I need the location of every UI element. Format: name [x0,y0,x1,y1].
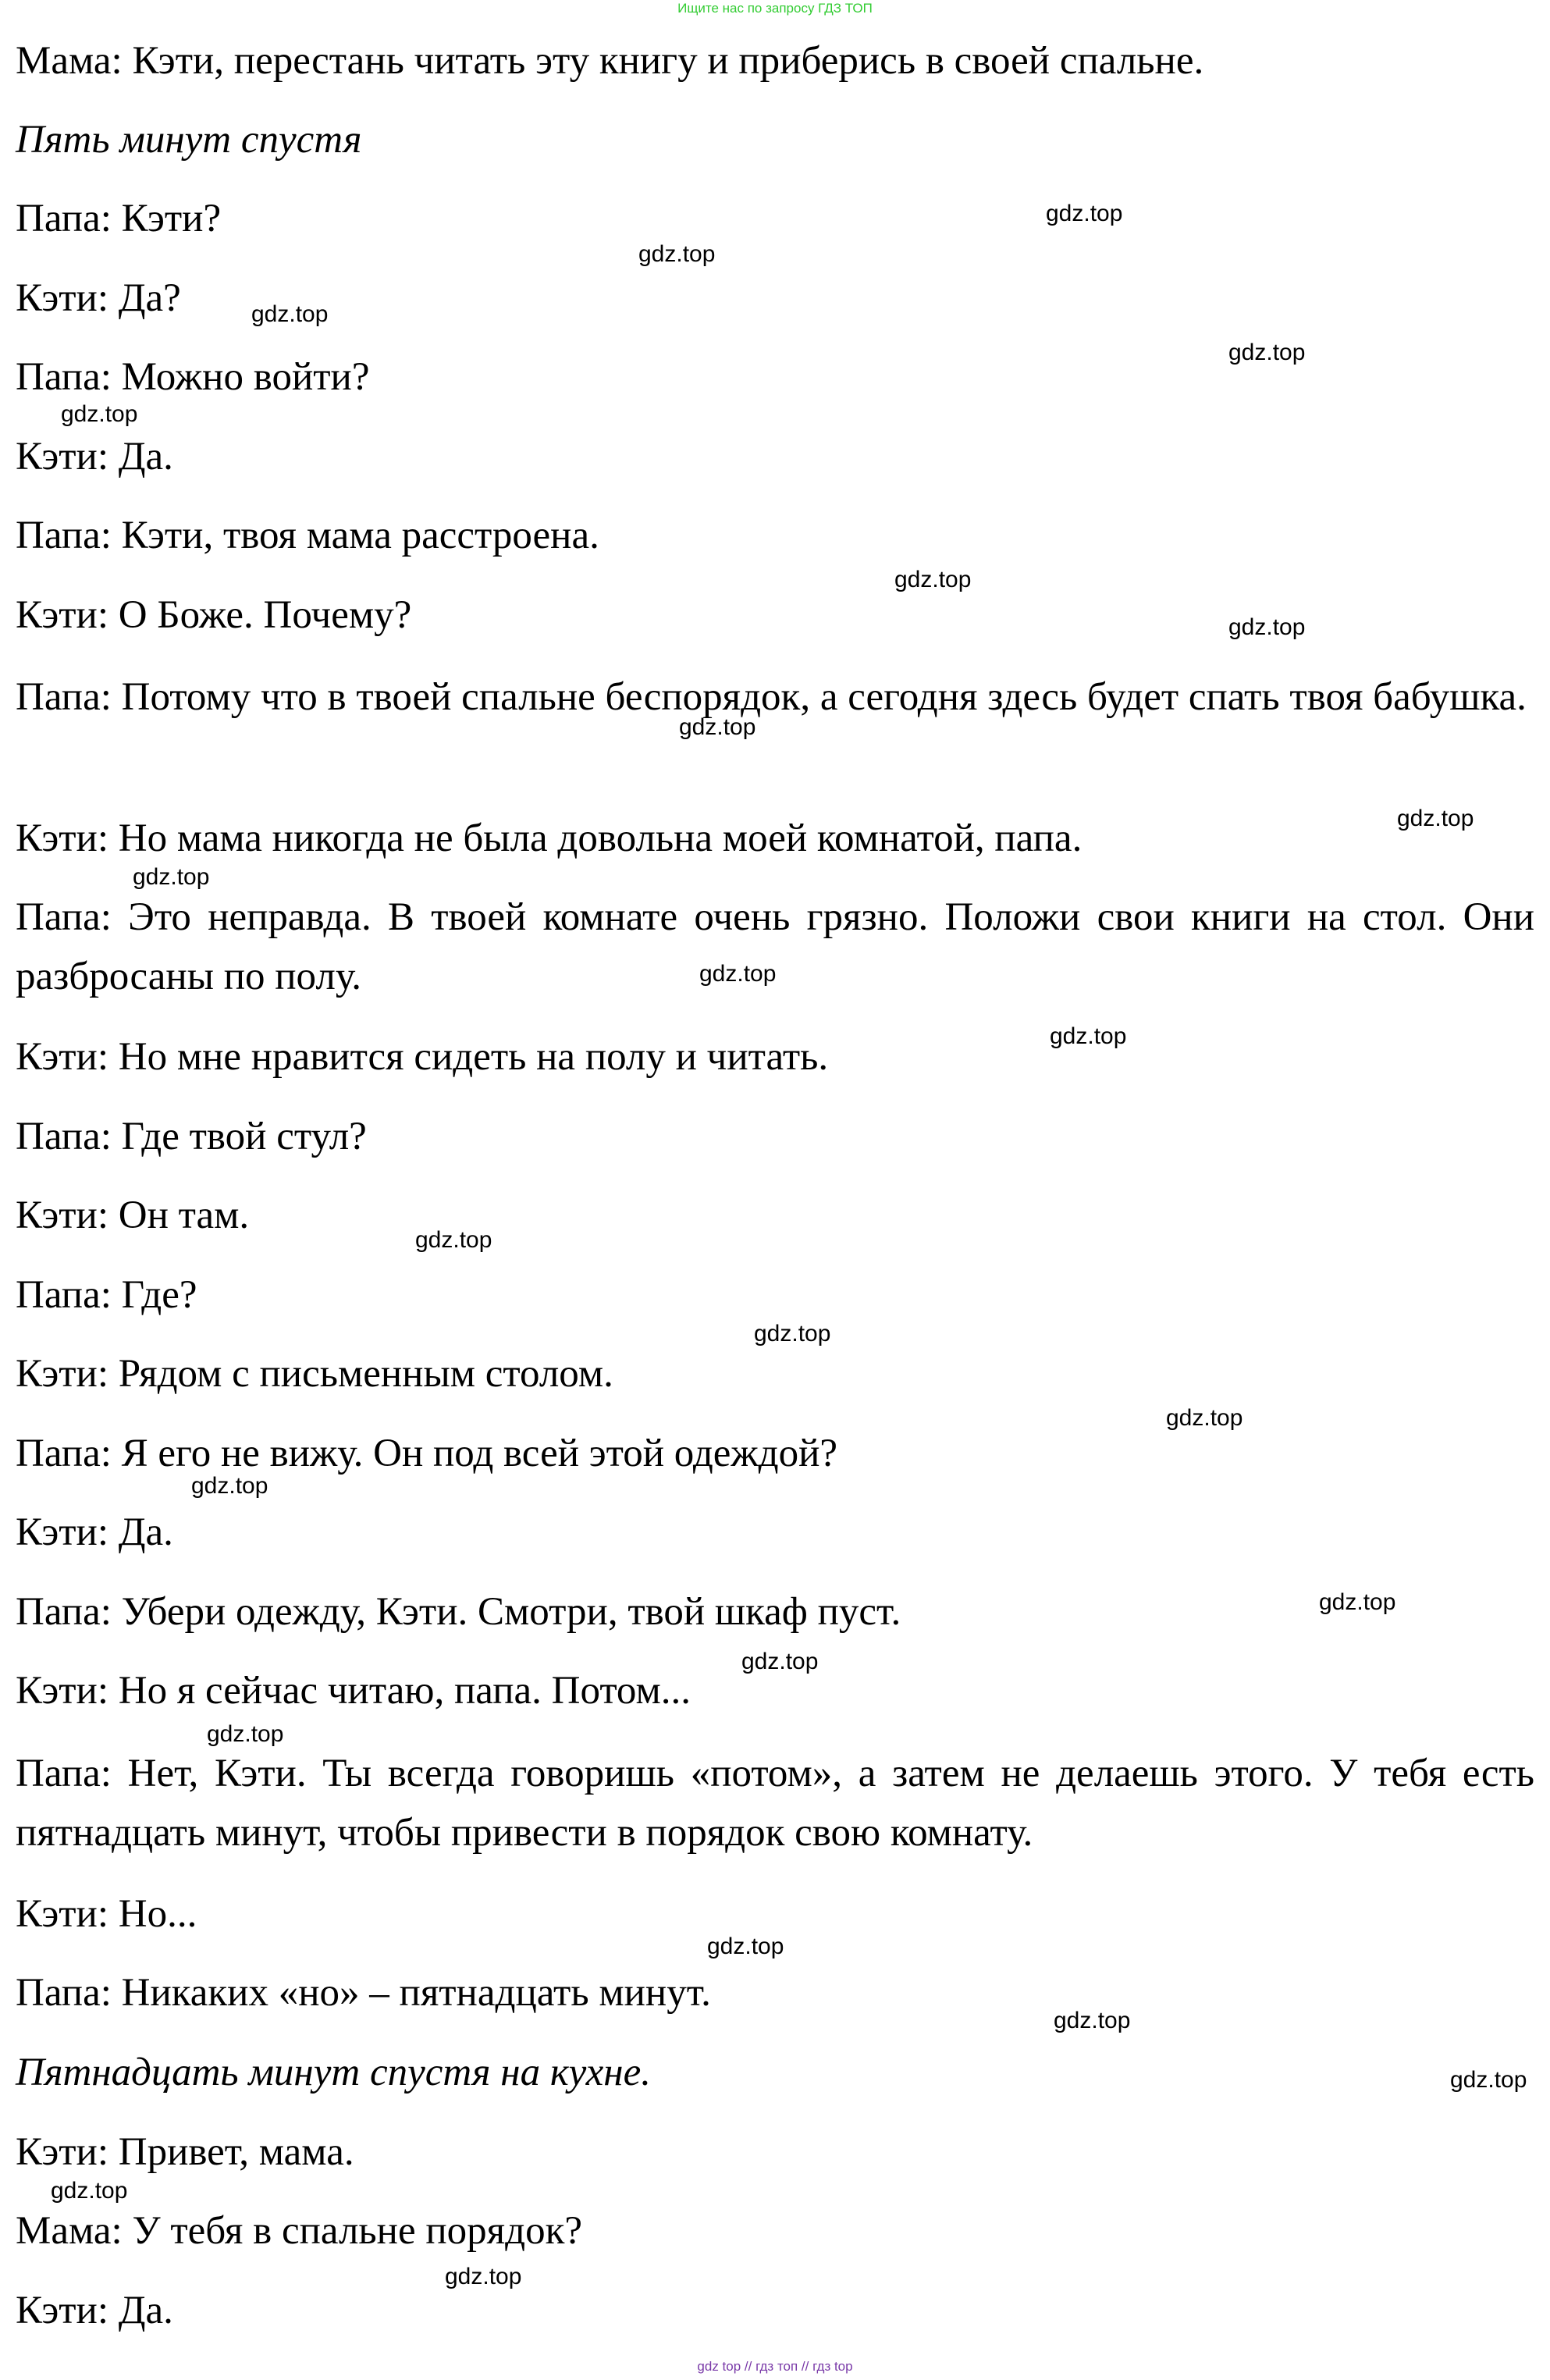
dialogue-paragraph: Папа: Потому что в твоей спальне беспорядок, а сегодня здесь будет спать твоя бабушка. [16,675,1527,719]
watermark: gdz.top [61,401,138,427]
dialogue-line: Кэти: Да. [16,1510,173,1554]
watermark: gdz.top [699,961,777,987]
dialogue-line: Папа: Где? [16,1273,197,1317]
watermark: gdz.top [415,1227,492,1253]
watermark: gdz.top [638,241,716,267]
dialogue-line: Мама: У тебя в спальне порядок? [16,2209,582,2253]
watermark: gdz.top [679,714,756,740]
dialogue-line: Кэти: Но мне нравится сидеть на полу и читать. [16,1035,829,1079]
watermark: gdz.top [754,1321,831,1347]
watermark: gdz.top [1228,614,1306,640]
watermark: gdz.top [1228,340,1306,365]
stage-direction: Пятнадцать минут спустя на кухне. [16,2051,651,2094]
watermark: gdz.top [1046,201,1123,226]
watermark: gdz.top [1450,2067,1527,2093]
dialogue-line: Кэти: Да. [16,435,173,478]
footer: gdz top // гдз топ // гдз top [697,2359,853,2374]
dialogue-line: Папа: Убери одежду, Кэти. Смотри, твой шкаф пуст. [16,1590,901,1634]
dialogue-line: Папа: Можно войти? [16,355,370,399]
dialogue-line: Папа: Никаких «но» – пятнадцать минут. [16,1971,711,2015]
dialogue-line: Кэти: Да? [16,276,181,320]
dialogue-line: Мама: Кэти, перестань читать эту книгу и приберись в своей спальне. [16,39,1204,83]
dialogue-line: Кэти: Но я сейчас читаю, папа. Потом... [16,1669,691,1713]
dialogue-line: Кэти: О Боже. Почему? [16,593,412,637]
dialogue-line: Кэти: Привет, мама. [16,2130,354,2174]
dialogue-line: Кэти: Он там. [16,1194,250,1237]
watermark: gdz.top [133,864,210,890]
watermark: gdz.top [191,1473,268,1499]
dialogue-line: Кэти: Да. [16,2289,173,2332]
watermark: gdz.top [445,2264,522,2289]
watermark: gdz.top [894,567,972,592]
dialogue-line: Папа: Кэти? [16,197,222,240]
watermark: gdz.top [1319,1589,1396,1615]
dialogue-line: Папа: Кэти, твоя мама расстроена. [16,514,599,557]
dialogue-paragraph: Папа: Это неправда. В твоей комнате очень грязно. Положи свои книги на стол. Они разбросаны по полу. [16,895,1534,998]
watermark: gdz.top [251,301,329,327]
watermark: gdz.top [1397,806,1474,831]
stage-direction: Пять минут спустя [16,118,362,162]
dialogue-line: Кэти: Но... [16,1892,197,1936]
dialogue-line: Кэти: Но мама никогда не была довольна моей комнатой, папа. [16,816,1083,860]
watermark: gdz.top [51,2178,128,2204]
watermark: gdz.top [1166,1405,1243,1431]
dialogue-line: Папа: Я его не вижу. Он под всей этой одеждой? [16,1432,838,1475]
dialogue-line: Кэти: Рядом с письменным столом. [16,1352,613,1396]
watermark: gdz.top [741,1649,819,1674]
watermark: gdz.top [1050,1023,1127,1049]
dialogue-paragraph: Папа: Нет, Кэти. Ты всегда говоришь «потом», а затем не делаешь этого. У тебя есть пятнадцать минут, чтобы привести в порядок свою комнату. [16,1752,1534,1855]
top-banner: Ищите нас по запросу ГДЗ ТОП [677,1,873,16]
watermark: gdz.top [1054,2008,1131,2033]
watermark: gdz.top [707,1934,784,1959]
dialogue-line: Папа: Где твой стул? [16,1115,367,1158]
watermark: gdz.top [207,1721,284,1747]
